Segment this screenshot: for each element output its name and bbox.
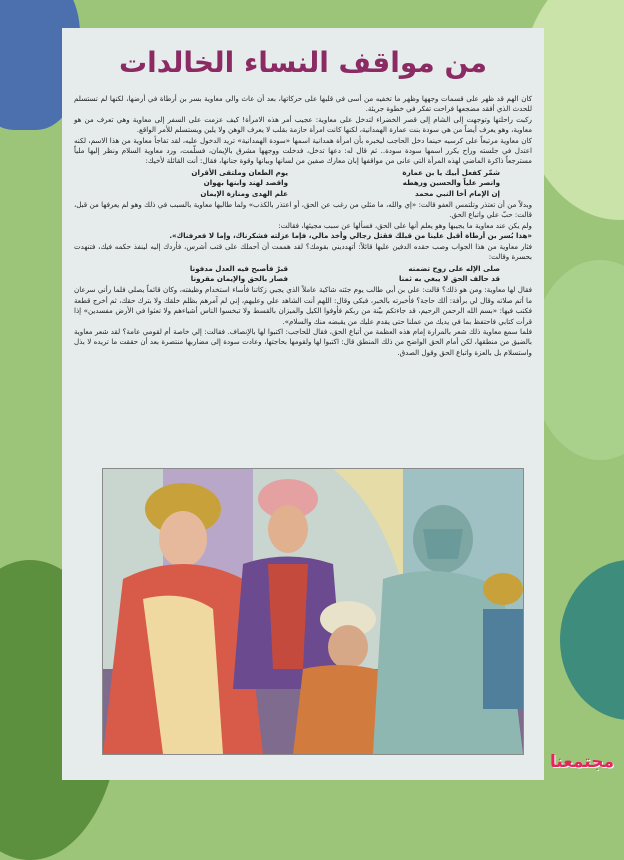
poem-2-line-2a: قد حالف الحق لا يبغي به ثمنا — [398, 273, 500, 283]
poem-2-line-1b: قبرٌ فأصبح فيه العدل مدفونا — [189, 263, 288, 273]
paragraph-5: ولم يكن عند معاوية ما يجيبها وهو يعلم أنها على الحق، فسألها عن سبب مجيئها، فقالت: — [278, 220, 532, 230]
illustration-drawing — [103, 469, 523, 754]
poem-1-line-2a: وانصر علياً والحسين ورهطه — [402, 178, 500, 188]
magazine-logo: مجتمعنا — [549, 752, 614, 772]
page-title: من مواقف النساء الخالدات — [118, 46, 488, 79]
paragraph-6: «هذا بُسر بن أرطاة أقبل علينا من قبلك فقتل رجالي وأخذ مالي، فإما عزلته فشكرناك، وإما لا فعرفناك». — [169, 231, 532, 241]
paragraph-3: كان معاوية مرتبعاً على كرسيه حينما دخل الحاجب ليخبره بأن امرأة همدانية اسمها «سودة الهمدانية» تريد الدخول عليه، لقد تفاجأ معاوية من هذا الاسم، لكنه اعتدل في جلسته وراح يكرر اسمها سودة سودة.. ثم قال له: دعها تدخل، فدخلت ووجهها مشرق بالإيمان، فسلّمت، ورد معاوية السلام ونظر إليها ملياً مسترجعاً ذاكرة الماضي لهذه المرأة التي عانى من مواقفها إبان معارك صفين من لسانها وبيانها وقوة جنانها، فقال: أنت القائلة لأخيك: — [74, 135, 532, 166]
poem-2 — [74, 264, 532, 285]
article-panel — [62, 28, 544, 780]
poem-1-line-1a: شمّر كفعل أبيك يا بن عمارة — [402, 167, 500, 177]
poem-1-line-3a: إن الإمام أخا النبي محمد — [415, 188, 500, 198]
paragraph-1: كان الهم قد ظهر على قسمات وجهها وظهر ما تخفيه من أسى في قلبها على حركاتها، بعد أن عاث والي معاوية بسر بن أرطاة في أرضها، لكنها لم تستسلم للحدث الذي أفقد مضجعها فراحت تفكر في خطوة جريئة. — [74, 94, 532, 114]
poem-1 — [74, 168, 532, 199]
paragraph-4: وبدلاً من أن تعتذر وتلتمس العفو قالت: «إي والله، ما مثلي من رغب عن الحق، أو اعتذر بالكذب» ولما طالبها معاوية بالسبب في ذلك وهو لم يعرفها من قبل، قالت: حبّ علي واتباع الحق. — [74, 200, 532, 220]
paragraph-8: فقال لها معاوية: ومن هو ذلك؟ قالت: علي بن أبي طالب يوم جئته شاكية عاملاً الذي يجبي زكاتنا فأساء استخدام وظيفته، وكان قائماً يصلي فلما رأني سرعان ما أتم صلاته وقال لي برأفة: ألك حاجة؟ فأخبرته بالخبر، فبكى وقال: اللهم أنت الشاهد علي وعليهم، إني لم آمرهم بظلم خلقك ولا بترك حقك، ثم أخرج قطعة فكتب فيها: «بسم الله الرحمن الرحيم، قد جاءتكم بيّنة من ربكم فأوفوا الكيل والميزان بالقسط ولا تبخسوا الناس أشياءهم ولا تعثوا في الأرض مفسدين» إذا قرأت كتابي فاحتفظ بما في يديك من عملنا حتى يقدم عليك من يقبضه منك والسلام». — [74, 285, 532, 326]
story-illustration — [102, 468, 524, 755]
article-body — [74, 94, 532, 358]
background-blob-mid — [530, 260, 624, 460]
paragraph-2: ركبت راحلتها وتوجهت إلى الشام إلى قصر الخضراء لتدخل على معاوية: عجيب أمر هذه الامرأة! كيف عزمت على السفر إلى معاوية وهي تعرف من هو معاوية، وهو يعرف أيضاً من هي سودة بنت عمارة الهمدانية، لكنها كانت امرأة حازمة بقلب لا يعرف الوهن ولا يلين ويستسلم للأمر الواقع. — [74, 114, 532, 135]
paragraph-9: فلما سمع معاوية ذلك شعر بالمرارة إمام هذه العظمة من أتباع الحق، فقال للحاجب: اكتبوا لها بالإنصاف. فقالت: إلي خاصة أم لقومي عامة؟ لقد شعر معاوية بالضيق من منطقها، لكن أمام الحق الواضح من ذلك المنطق قال: اكتبوا لها ولقومها بحاجتها، وعادت سودة إلى مضاربها منتصرة بعد أن حققت ما تريده لا بذل واستسلام بل بالعزة واتباع الحق وقول الصدق. — [74, 326, 532, 357]
poem-1-line-2b: واقصد لهند وابنها بهوان — [203, 178, 288, 188]
poem-2-line-1a: صلى الإله على روح تضمنه — [408, 263, 500, 273]
poem-2-line-2b: فصار بالحق والإيمان مقرونا — [190, 273, 288, 283]
paragraph-7: فثار معاوية من هذا الجواب وصب حقده الدفين عليها قائلاً: أتهدديني بقومك؟ لقد هممت أن أحملك على قتب أشرس، فأردك إليه لينفذ حكمه فيك، فتنهدت بحسرة وقالت: — [74, 241, 532, 262]
poem-1-line-3b: علم الهدى ومنارة الإيمان — [200, 188, 288, 198]
background-blob-teal — [560, 560, 624, 720]
poem-1-line-1b: يوم الطعان وملتقى الأقران — [191, 167, 288, 177]
